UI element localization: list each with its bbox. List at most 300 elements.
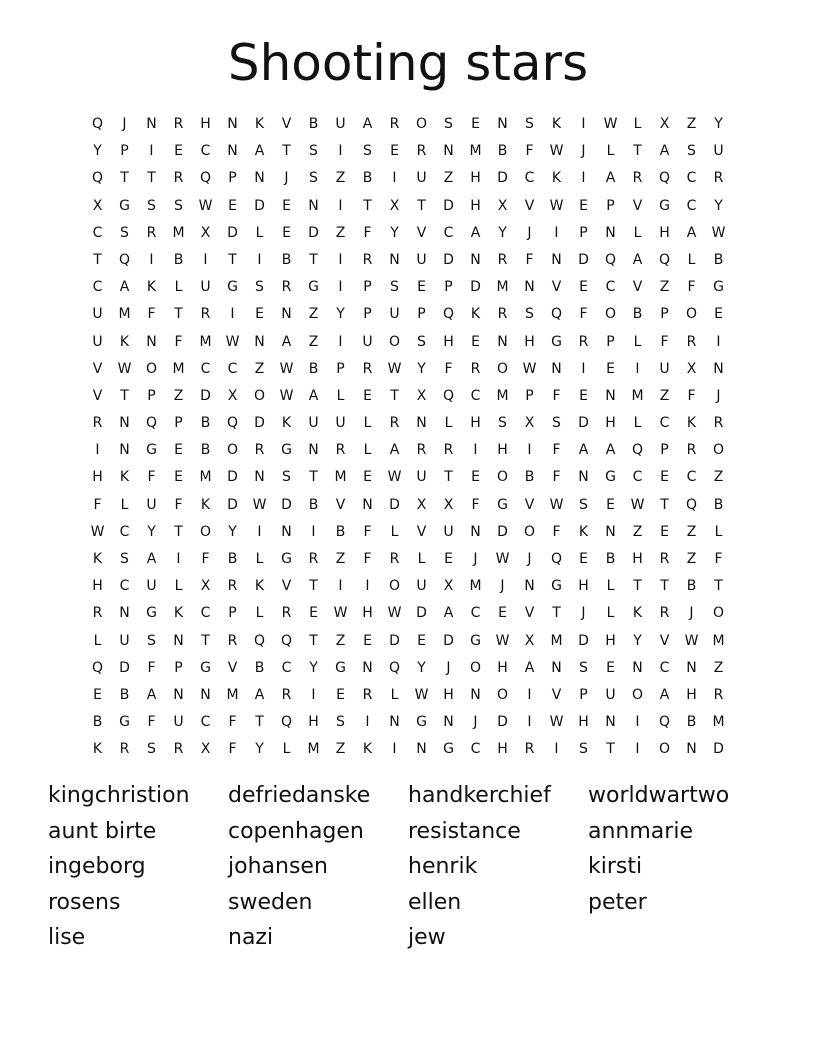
- word-list-item: peter: [588, 889, 647, 915]
- grid-letter: C: [200, 143, 211, 160]
- grid-letter: E: [174, 143, 183, 160]
- grid-letter: J: [581, 605, 586, 622]
- grid-letter: R: [254, 442, 265, 459]
- grid-letter: H: [524, 333, 535, 350]
- grid-letter: H: [605, 632, 616, 649]
- grid-letter: M: [172, 360, 185, 377]
- grid-letter: S: [525, 306, 534, 323]
- grid-letter: Y: [147, 523, 156, 540]
- grid-letter: Z: [686, 523, 697, 540]
- grid-letter: I: [257, 523, 262, 540]
- grid-letter: V: [281, 116, 292, 132]
- grid-letter: E: [606, 496, 615, 513]
- grid-letter: S: [282, 469, 291, 486]
- grid-letter: D: [713, 741, 724, 758]
- grid-letter: U: [443, 523, 454, 540]
- grid-letter: W: [549, 496, 564, 513]
- grid-letter: Z: [659, 387, 670, 404]
- grid-letter: I: [635, 741, 640, 758]
- grid-letter: H: [659, 224, 670, 241]
- grid-letter: A: [605, 170, 616, 187]
- grid-letter: G: [119, 197, 130, 214]
- letter-grid: [84, 111, 734, 764]
- grid-letter: N: [713, 360, 724, 377]
- grid-letter: S: [147, 632, 156, 649]
- grid-letter: S: [498, 415, 507, 432]
- grid-letter: K: [551, 116, 562, 132]
- grid-letter: H: [497, 741, 508, 758]
- grid-letter: B: [497, 143, 508, 160]
- grid-letter: E: [417, 632, 426, 649]
- grid-letter: I: [338, 143, 343, 160]
- grid-letter: G: [281, 442, 292, 459]
- grid-letter: A: [443, 605, 454, 622]
- grid-letter: F: [228, 714, 237, 731]
- grid-letter: Q: [550, 306, 563, 323]
- grid-letter: R: [200, 306, 211, 323]
- grid-letter: N: [551, 360, 562, 377]
- grid-letter: N: [254, 333, 265, 350]
- grid-letter: G: [200, 659, 211, 676]
- grid-letter: O: [631, 686, 644, 703]
- grid-letter: B: [686, 578, 697, 595]
- grid-letter: L: [390, 523, 399, 540]
- grid-letter: I: [365, 578, 370, 595]
- grid-letter: D: [200, 387, 211, 404]
- grid-letter: T: [174, 523, 183, 540]
- word-list-item: henrik: [408, 854, 478, 879]
- grid-letter: P: [147, 387, 156, 404]
- grid-letter: T: [390, 387, 399, 404]
- grid-letter: R: [362, 251, 373, 268]
- grid-letter: N: [119, 442, 130, 459]
- grid-letter: W: [414, 686, 429, 703]
- grid-letter: M: [118, 306, 131, 323]
- grid-letter: Q: [631, 442, 644, 459]
- grid-letter: N: [605, 224, 616, 241]
- grid-letter: Q: [388, 659, 401, 676]
- grid-letter: M: [469, 578, 482, 595]
- grid-letter: R: [713, 170, 724, 187]
- grid-letter: C: [659, 415, 670, 432]
- grid-letter: D: [443, 632, 454, 649]
- grid-letter: R: [362, 686, 373, 703]
- grid-letter: I: [473, 442, 478, 459]
- grid-letter: C: [200, 360, 211, 377]
- grid-letter: E: [471, 333, 480, 350]
- grid-letter: E: [363, 387, 372, 404]
- grid-letter: S: [363, 143, 372, 160]
- grid-letter: O: [226, 442, 239, 459]
- grid-letter: N: [497, 333, 508, 350]
- page-title: Shooting stars: [227, 34, 589, 92]
- grid-letter: R: [497, 251, 508, 268]
- grid-letter: G: [470, 632, 481, 649]
- grid-letter: E: [363, 632, 372, 649]
- grid-letter: D: [389, 496, 400, 513]
- grid-letter: D: [470, 279, 481, 296]
- grid-letter: U: [92, 333, 103, 350]
- grid-letter: L: [120, 496, 129, 513]
- grid-letter: L: [714, 523, 723, 540]
- grid-letter: O: [496, 686, 509, 703]
- grid-letter: S: [120, 224, 129, 241]
- grid-letter: D: [578, 251, 589, 268]
- grid-letter: B: [713, 251, 724, 268]
- grid-letter: D: [227, 224, 238, 241]
- grid-letter: E: [282, 224, 291, 241]
- grid-letter: B: [308, 116, 319, 132]
- grid-letter: G: [308, 279, 319, 296]
- grid-letter: S: [147, 197, 156, 214]
- grid-letter: K: [686, 415, 697, 432]
- grid-letter: B: [227, 551, 238, 567]
- grid-letter: T: [552, 605, 561, 622]
- grid-letter: K: [173, 605, 184, 622]
- word-list-item: rosens: [48, 889, 121, 915]
- grid-letter: Y: [714, 197, 723, 214]
- grid-letter: L: [444, 415, 453, 432]
- grid-letter: H: [632, 551, 643, 567]
- grid-letter: F: [552, 442, 561, 459]
- grid-letter: O: [469, 659, 482, 676]
- grid-letter: W: [387, 469, 402, 486]
- grid-letter: J: [689, 605, 694, 622]
- grid-letter: M: [712, 632, 725, 649]
- grid-letter: J: [500, 578, 505, 595]
- grid-letter: T: [660, 496, 669, 513]
- grid-letter: O: [145, 360, 158, 377]
- grid-letter: I: [392, 170, 397, 187]
- word-list-item: worldwartwo: [588, 783, 730, 808]
- grid-letter: R: [173, 741, 184, 758]
- grid-letter: J: [446, 659, 451, 676]
- grid-letter: R: [389, 551, 400, 567]
- grid-letter: R: [713, 686, 724, 703]
- grid-letter: V: [551, 279, 562, 296]
- grid-letter: E: [660, 523, 669, 540]
- grid-letter: G: [146, 605, 157, 622]
- grid-letter: W: [333, 605, 348, 622]
- grid-letter: U: [713, 143, 724, 160]
- grid-letter: X: [200, 578, 211, 595]
- grid-letter: U: [416, 170, 427, 187]
- grid-letter: V: [659, 632, 670, 649]
- grid-letter: M: [712, 714, 725, 731]
- grid-letter: U: [416, 469, 427, 486]
- grid-letter: E: [444, 551, 453, 567]
- grid-letter: Y: [255, 741, 264, 758]
- grid-letter: Z: [335, 741, 346, 758]
- grid-letter: Q: [280, 632, 293, 649]
- grid-letter: T: [309, 632, 318, 649]
- grid-letter: O: [199, 523, 212, 540]
- grid-letter: R: [632, 170, 643, 187]
- grid-letter: L: [687, 251, 696, 268]
- grid-letter: W: [495, 551, 510, 567]
- grid-letter: L: [417, 551, 426, 567]
- grid-letter: L: [633, 116, 642, 132]
- grid-letter: V: [335, 496, 346, 513]
- grid-letter: R: [281, 279, 292, 296]
- grid-letter: R: [578, 333, 589, 350]
- grid-letter: J: [527, 224, 532, 241]
- grid-letter: L: [255, 605, 264, 622]
- grid-letter: I: [392, 741, 397, 758]
- grid-letter: N: [632, 659, 643, 676]
- grid-letter: Q: [685, 496, 698, 513]
- grid-letter: H: [470, 197, 481, 214]
- grid-letter: M: [496, 387, 509, 404]
- grid-letter: D: [578, 632, 589, 649]
- grid-letter: N: [362, 496, 373, 513]
- grid-letter: U: [146, 496, 157, 513]
- grid-letter: Q: [280, 714, 293, 731]
- grid-letter: L: [633, 415, 642, 432]
- grid-letter: Z: [443, 170, 454, 187]
- grid-letter: V: [551, 686, 562, 703]
- grid-letter: D: [254, 415, 265, 432]
- grid-letter: N: [200, 686, 211, 703]
- word-list-item: copenhagen: [228, 818, 364, 844]
- grid-letter: C: [92, 224, 103, 241]
- grid-letter: K: [254, 578, 265, 595]
- grid-letter: N: [362, 659, 373, 676]
- grid-letter: R: [227, 578, 238, 595]
- grid-letter: L: [174, 279, 183, 296]
- grid-letter: A: [146, 551, 157, 567]
- grid-letter: N: [686, 741, 697, 758]
- grid-letter: A: [578, 442, 589, 459]
- grid-letter: R: [524, 741, 535, 758]
- grid-letter: V: [227, 659, 238, 676]
- grid-letter: F: [660, 333, 669, 350]
- grid-letter: Q: [658, 714, 671, 731]
- grid-letter: S: [390, 279, 399, 296]
- grid-letter: J: [581, 143, 586, 160]
- grid-letter: R: [281, 605, 292, 622]
- grid-letter: R: [389, 116, 400, 132]
- grid-letter: T: [120, 170, 129, 187]
- grid-letter: X: [416, 387, 427, 404]
- grid-letter: W: [630, 496, 645, 513]
- grid-letter: B: [119, 686, 130, 703]
- grid-letter: E: [660, 469, 669, 486]
- grid-letter: B: [308, 360, 319, 377]
- grid-letter: I: [257, 251, 262, 268]
- grid-letter: T: [282, 143, 291, 160]
- grid-letter: I: [149, 251, 154, 268]
- grid-letter: P: [444, 279, 453, 296]
- grid-letter: Y: [93, 143, 102, 160]
- grid-letter: B: [281, 251, 292, 268]
- grid-letter: O: [415, 116, 428, 132]
- grid-letter: B: [173, 251, 184, 268]
- grid-letter: J: [473, 551, 478, 567]
- grid-letter: R: [173, 116, 184, 132]
- grid-letter: I: [149, 143, 154, 160]
- grid-letter: Q: [91, 659, 104, 676]
- grid-letter: G: [551, 578, 562, 595]
- grid-letter: Z: [335, 632, 346, 649]
- grid-letter: W: [117, 360, 132, 377]
- grid-letter: T: [309, 469, 318, 486]
- grid-letter: A: [362, 116, 373, 132]
- word-list-item: kirsti: [588, 854, 643, 879]
- grid-letter: E: [309, 605, 318, 622]
- grid-letter: B: [632, 306, 643, 323]
- grid-letter: E: [336, 686, 345, 703]
- grid-letter: D: [389, 632, 400, 649]
- grid-letter: K: [578, 523, 589, 540]
- word-list-item: nazi: [228, 925, 274, 950]
- grid-letter: A: [254, 143, 265, 160]
- grid-letter: M: [334, 469, 347, 486]
- grid-letter: C: [227, 360, 238, 377]
- word-list-item: defriedanske: [228, 783, 371, 808]
- grid-letter: Q: [91, 116, 104, 132]
- grid-letter: P: [363, 306, 372, 323]
- grid-letter: L: [93, 632, 102, 649]
- word-list-item: lise: [48, 925, 86, 950]
- grid-letter: E: [282, 197, 291, 214]
- grid-letter: Q: [253, 632, 266, 649]
- grid-letter: N: [281, 523, 292, 540]
- grid-letter: D: [254, 197, 265, 214]
- grid-letter: N: [254, 170, 265, 187]
- grid-letter: N: [227, 143, 238, 160]
- grid-letter: U: [416, 578, 427, 595]
- grid-letter: W: [522, 360, 537, 377]
- grid-letter: S: [552, 415, 561, 432]
- grid-letter: O: [658, 741, 671, 758]
- grid-letter: C: [281, 659, 292, 676]
- grid-letter: U: [92, 306, 103, 323]
- grid-letter: O: [712, 605, 725, 622]
- grid-letter: D: [578, 415, 589, 432]
- grid-letter: L: [606, 578, 615, 595]
- grid-letter: I: [581, 116, 586, 132]
- grid-letter: X: [524, 632, 535, 649]
- grid-letter: U: [200, 279, 211, 296]
- grid-letter: E: [228, 197, 237, 214]
- grid-letter: C: [605, 279, 616, 296]
- grid-letter: C: [470, 605, 481, 622]
- grid-letter: N: [551, 659, 562, 676]
- grid-letter: A: [632, 251, 643, 268]
- grid-letter: S: [687, 143, 696, 160]
- grid-letter: T: [606, 741, 615, 758]
- grid-letter: N: [470, 686, 481, 703]
- grid-letter: X: [92, 197, 103, 214]
- grid-letter: O: [604, 306, 617, 323]
- grid-letter: N: [605, 387, 616, 404]
- grid-letter: F: [363, 523, 372, 540]
- grid-letter: R: [92, 415, 103, 432]
- grid-letter: R: [227, 632, 238, 649]
- grid-letter: H: [686, 686, 697, 703]
- grid-letter: O: [523, 523, 536, 540]
- grid-letter: N: [146, 116, 157, 132]
- grid-letter: A: [659, 143, 670, 160]
- grid-letter: W: [225, 333, 240, 350]
- grid-letter: G: [497, 496, 508, 513]
- grid-letter: M: [226, 686, 239, 703]
- grid-letter: E: [606, 360, 615, 377]
- grid-letter: C: [632, 469, 643, 486]
- grid-letter: U: [416, 251, 427, 268]
- grid-letter: M: [469, 143, 482, 160]
- grid-letter: A: [470, 224, 481, 241]
- grid-letter: P: [579, 686, 588, 703]
- word-list-item: johansen: [228, 854, 328, 879]
- grid-letter: T: [363, 197, 372, 214]
- grid-letter: Q: [118, 251, 131, 268]
- grid-letter: S: [579, 741, 588, 758]
- grid-letter: C: [686, 170, 697, 187]
- grid-letter: B: [200, 415, 211, 432]
- grid-letter: E: [471, 469, 480, 486]
- word-list-item: resistance: [408, 818, 521, 844]
- grid-letter: O: [253, 387, 266, 404]
- grid-letter: V: [524, 197, 535, 214]
- grid-letter: U: [173, 714, 184, 731]
- grid-letter: I: [338, 279, 343, 296]
- grid-letter: L: [363, 442, 372, 459]
- grid-letter: K: [92, 741, 103, 758]
- grid-letter: L: [255, 551, 264, 567]
- grid-letter: V: [281, 578, 292, 595]
- grid-letter: Q: [550, 551, 563, 567]
- grid-letter: Y: [417, 659, 426, 676]
- word-list-item: sweden: [228, 889, 313, 915]
- word-list-item: handkerchief: [408, 783, 551, 808]
- grid-letter: H: [497, 659, 508, 676]
- grid-letter: I: [716, 333, 721, 350]
- grid-letter: Y: [390, 224, 399, 241]
- grid-letter: R: [335, 442, 346, 459]
- grid-letter: K: [281, 415, 292, 432]
- grid-letter: Q: [91, 170, 104, 187]
- grid-letter: D: [497, 714, 508, 731]
- grid-letter: M: [550, 632, 563, 649]
- grid-letter: D: [227, 469, 238, 486]
- word-list-item: annmarie: [588, 818, 693, 844]
- grid-letter: P: [174, 415, 183, 432]
- grid-letter: D: [119, 659, 130, 676]
- grid-letter: C: [443, 224, 454, 241]
- grid-letter: G: [227, 279, 238, 296]
- grid-letter: M: [199, 333, 212, 350]
- grid-letter: I: [338, 197, 343, 214]
- grid-letter: R: [470, 360, 481, 377]
- grid-letter: N: [443, 143, 454, 160]
- grid-letter: E: [498, 605, 507, 622]
- grid-letter: P: [579, 224, 588, 241]
- grid-letter: U: [308, 415, 319, 432]
- grid-letter: W: [549, 143, 564, 160]
- grid-letter: T: [228, 251, 237, 268]
- grid-letter: L: [174, 578, 183, 595]
- grid-letter: R: [416, 143, 427, 160]
- grid-letter: K: [632, 605, 643, 622]
- grid-letter: W: [198, 197, 213, 214]
- grid-letter: M: [199, 469, 212, 486]
- grid-letter: W: [603, 116, 618, 132]
- grid-letter: X: [497, 197, 508, 214]
- grid-letter: K: [254, 116, 265, 132]
- grid-letter: V: [92, 387, 103, 404]
